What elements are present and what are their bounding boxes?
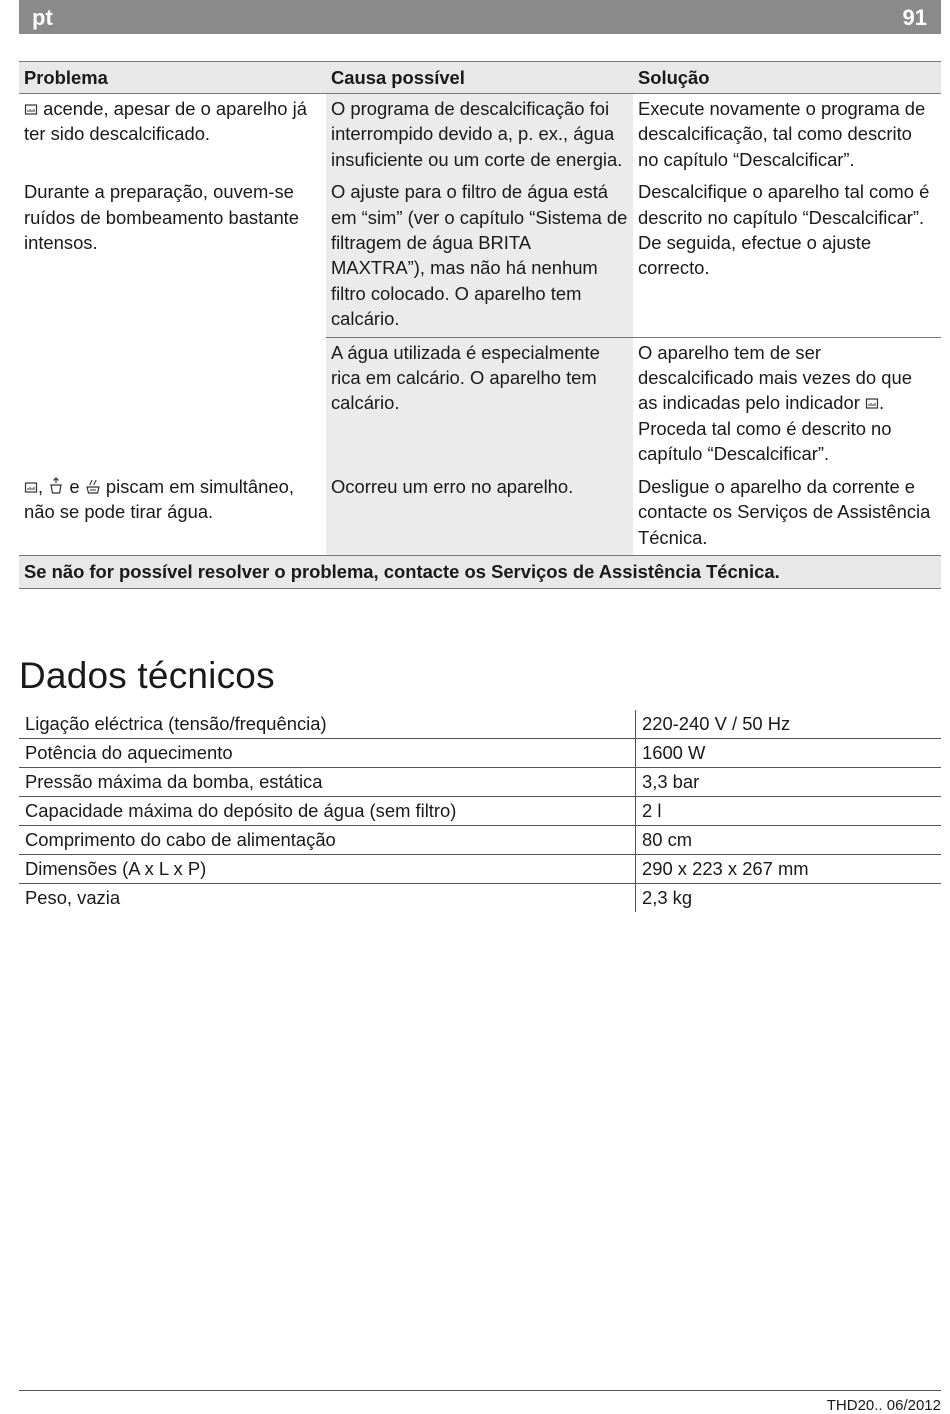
spec-value: 2 l: [636, 797, 942, 826]
table-row: [19, 472, 941, 556]
header-problem: Problema: [19, 62, 326, 94]
solution-cell: [633, 337, 941, 472]
specs-table: [19, 710, 941, 912]
problem-separator: ,: [38, 475, 44, 497]
cause-cell: O programa de descalcificação foi interrompido devido a, p. ex., água insuficiente ou um corte de energia.: [326, 94, 633, 178]
descale-indicator-icon: [865, 391, 879, 405]
document-code: THD20.. 06/2012: [826, 1397, 941, 1414]
spec-value: 80 cm: [636, 826, 942, 855]
spec-label: Capacidade máxima do depósito de água (sem filtro): [19, 797, 636, 826]
table-row: [19, 94, 941, 178]
cleaning-indicator-icon: [85, 475, 101, 491]
language-label: pt: [32, 5, 53, 30]
footer-divider: [19, 1390, 941, 1391]
header-cause: Causa possível: [326, 62, 633, 94]
table-footer-note: Se não for possível resolver o problema, contacte os Serviços de Assistência Técnica.: [19, 555, 941, 588]
problem-text: piscam em simultâneo, não se pode tirar água.: [24, 475, 294, 523]
spec-value: 290 x 223 x 267 mm: [636, 855, 942, 884]
solution-text: O aparelho tem de ser descalcificado mais vezes do que as indicadas pelo indicador: [637, 341, 912, 414]
solution-text-continued: . Proceda tal como é descrito no capítulo “Descalcificar”.: [637, 392, 892, 465]
spec-label: Comprimento do cabo de alimentação: [19, 826, 636, 855]
descale-indicator-icon: [24, 475, 38, 489]
table-row: [19, 739, 941, 768]
spec-label: Pressão máxima da bomba, estática: [19, 768, 636, 797]
table-row: [19, 710, 941, 739]
page-number: 91: [902, 5, 927, 30]
table-footer-row: [19, 555, 941, 588]
troubleshooting-table: [19, 61, 941, 589]
table-row: [19, 177, 941, 337]
solution-cell: Desligue o aparelho da corrente e contacte os Serviços de Assistência Técnica.: [637, 475, 931, 548]
page-header-bar: [19, 0, 941, 34]
spec-label: Dimensões (A x L x P): [19, 855, 636, 884]
spec-label: Potência do aquecimento: [19, 739, 636, 768]
section-title: Dados técnicos: [19, 655, 275, 696]
cause-cell: Ocorreu um erro no aparelho.: [326, 472, 633, 556]
cause-cell: O ajuste para o filtro de água está em “sim” (ver o capítulo “Sistema de filtragem de água BRITA MAXTRA”), mas não há nenhum filtro colocado. O aparelho tem calcário.: [326, 177, 633, 337]
table-row: [19, 884, 941, 913]
descale-indicator-icon: [24, 97, 38, 111]
problem-text: acende, apesar de o aparelho já ter sido descalcificado.: [24, 98, 307, 145]
spec-value: 3,3 bar: [636, 768, 942, 797]
header-solution: Solução: [633, 62, 941, 94]
spec-value: 2,3 kg: [636, 884, 942, 913]
problem-cell: [19, 94, 326, 178]
problem-cell: Durante a preparação, ouvem-se ruídos de bombeamento bastante intensos.: [24, 181, 300, 254]
problem-conjunction: e: [69, 475, 80, 497]
spec-value: 1600 W: [636, 739, 942, 768]
table-header-row: [19, 62, 941, 94]
spec-label: Ligação eléctrica (tensão/frequência): [19, 710, 636, 739]
water-tank-icon: [48, 476, 64, 494]
table-row: [19, 797, 941, 826]
problem-cell: [19, 472, 326, 556]
table-row: [19, 855, 941, 884]
spec-value: 220-240 V / 50 Hz: [636, 710, 942, 739]
table-row: [19, 826, 941, 855]
table-row: [19, 768, 941, 797]
solution-cell: Execute novamente o programa de descalcificação, tal como descrito no capítulo “Descalcificar”.: [637, 98, 926, 170]
spec-label: Peso, vazia: [25, 887, 121, 908]
solution-cell: Descalcifique o aparelho tal como é descrito no capítulo “Descalcificar”. De seguida, efectue o ajuste correcto.: [637, 181, 930, 279]
cause-cell: A água utilizada é especialmente rica em calcário. O aparelho tem calcário.: [326, 337, 633, 472]
